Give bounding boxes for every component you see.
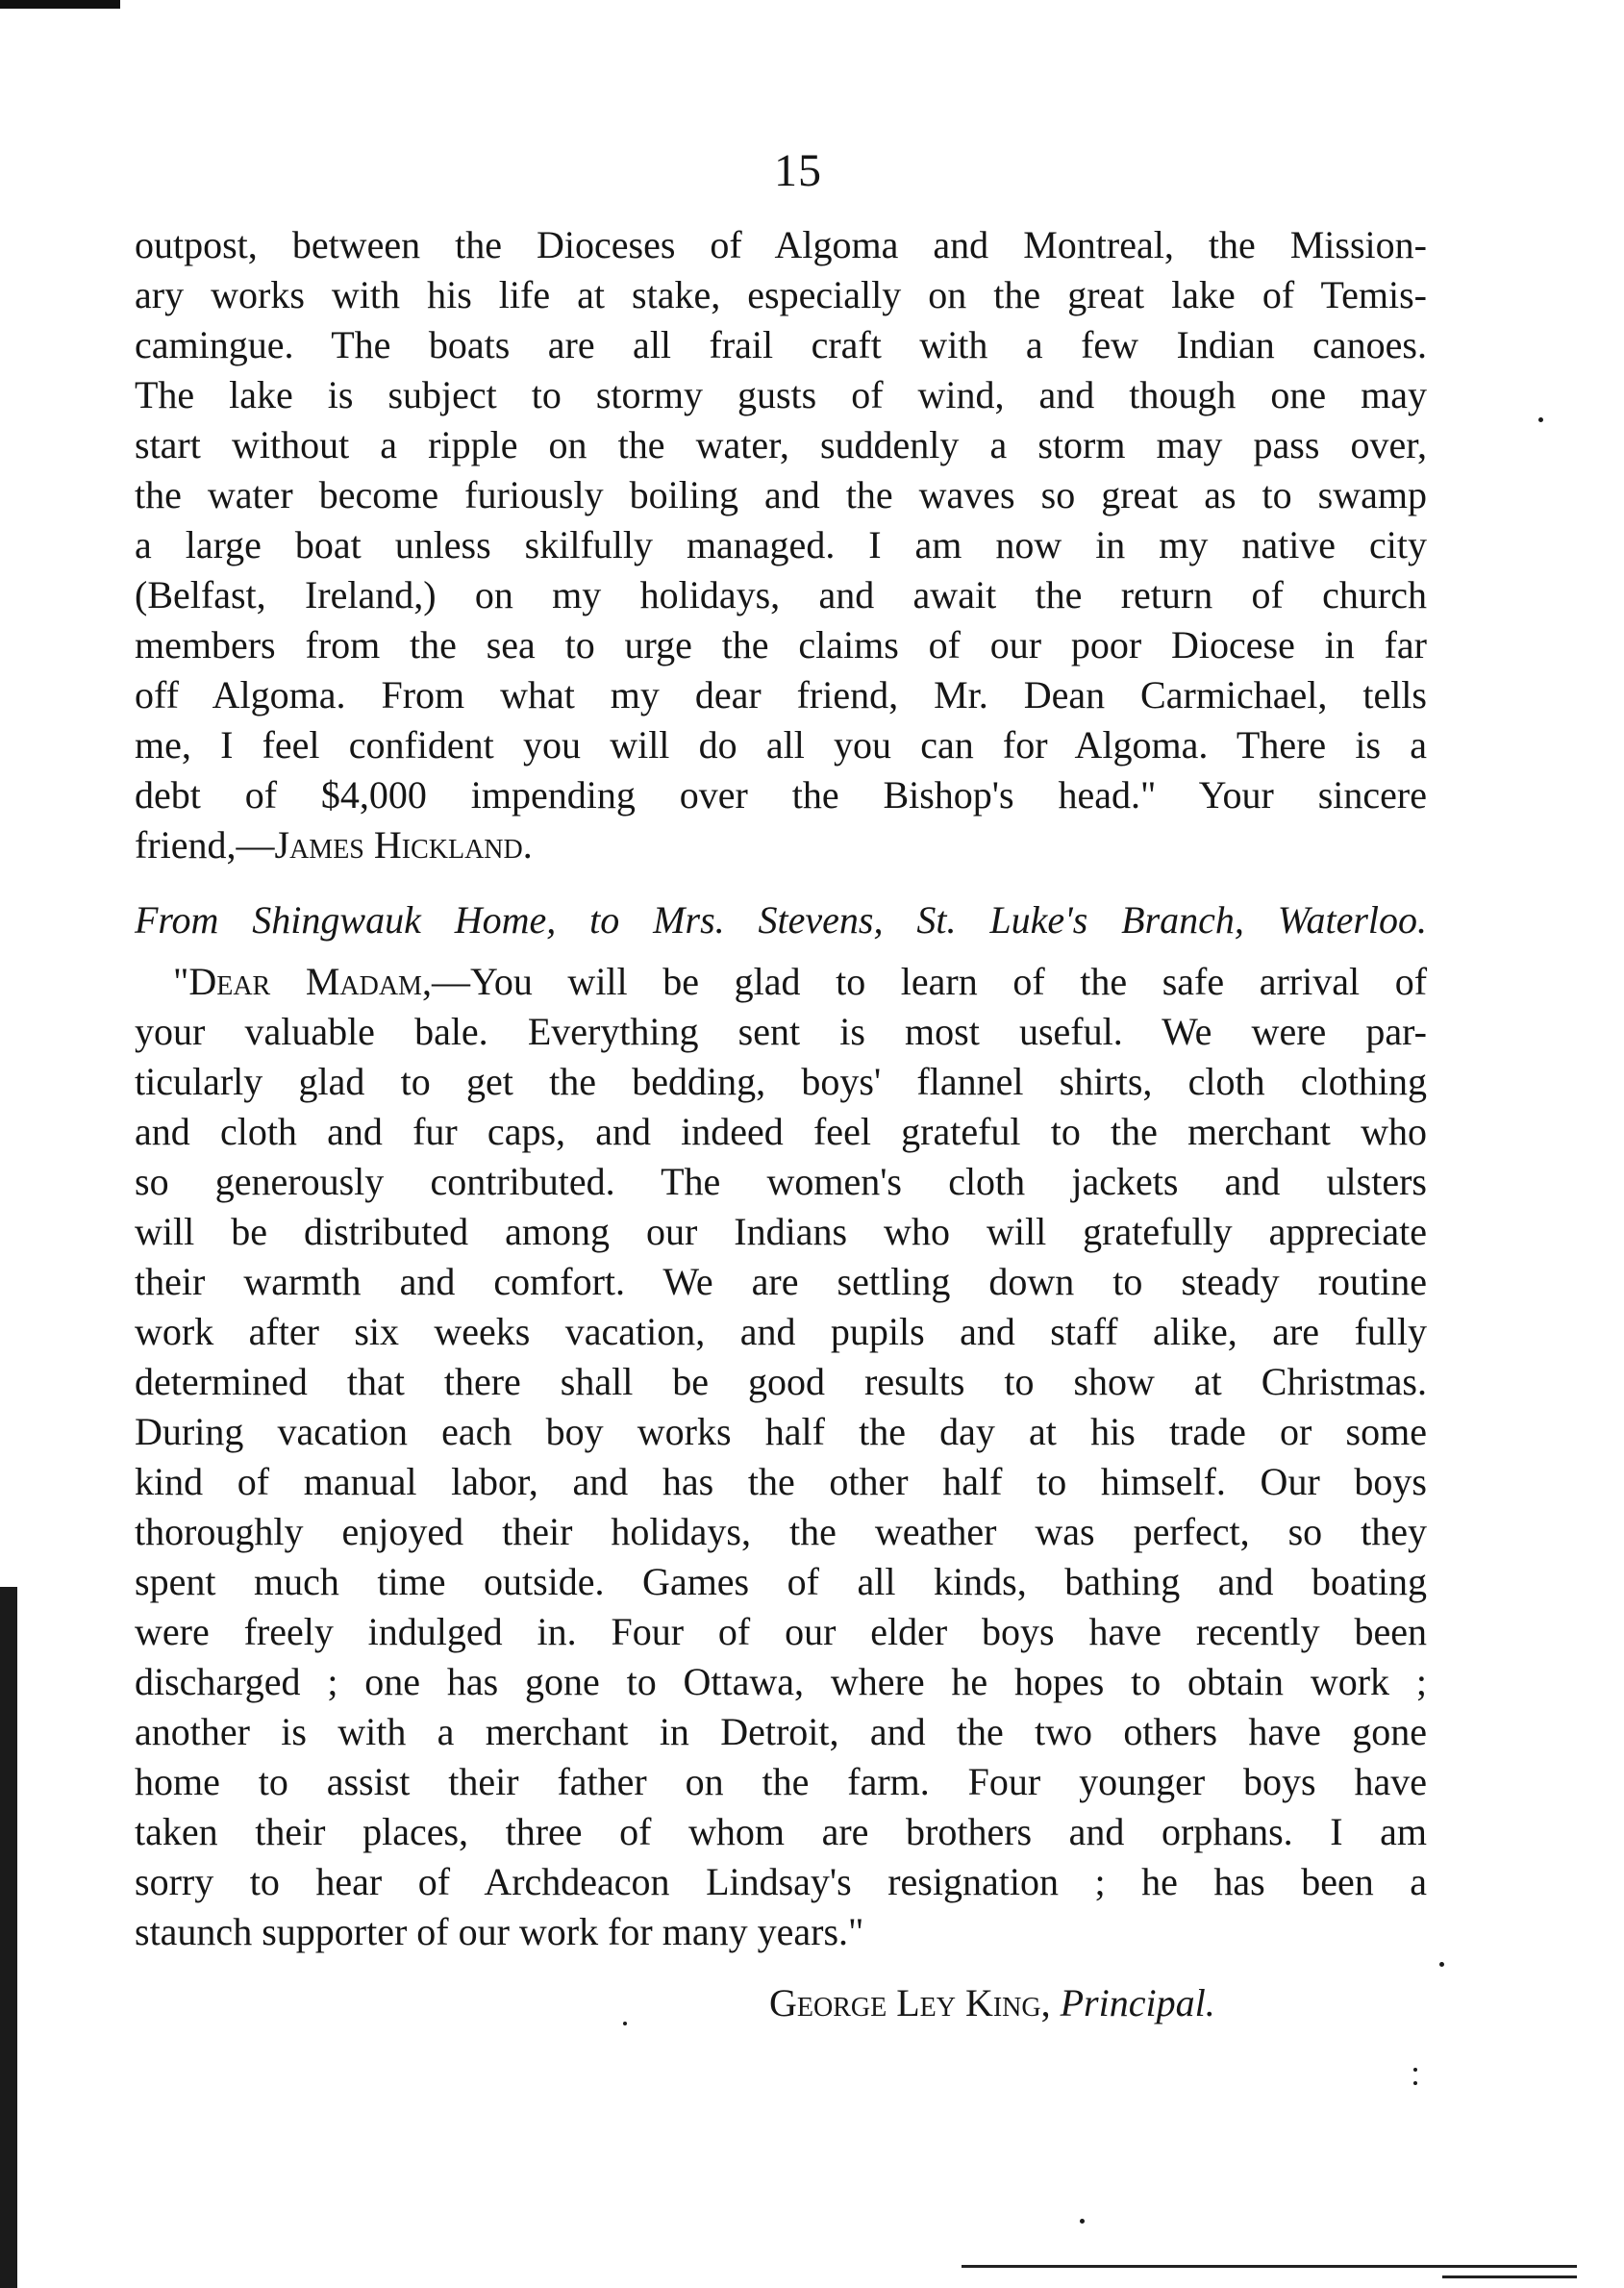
text-line: work after six weeks vacation, and pupils and staff alike, are fully [135,1310,1427,1353]
text-line-closing [135,821,1427,869]
letter-opening-line [173,958,1427,1006]
page-number: 15 [774,145,822,196]
text-line-closing: staunch supporter of our work for many years." [135,1910,864,1953]
text-line: (Belfast, Ireland,) on my holidays, and await the return of church [135,573,1427,616]
text-line: another is with a merchant in Detroit, and the two others have gone [135,1710,1427,1753]
text-line: discharged ; one has gone to Ottawa, where he hopes to obtain work ; [135,1660,1427,1703]
signature-name: George Ley King, [769,1981,1051,2024]
text-line: sorry to hear of Archdeacon Lindsay's resignation ; he has been a [135,1860,1427,1903]
text-line: were freely indulged in. Four of our elder boys have recently been [135,1610,1427,1653]
text-line: thoroughly enjoyed their holidays, the weather was perfect, so they [135,1510,1427,1553]
text-line: me, I feel confident you will do all you can for Algoma. There is a [135,723,1427,767]
scan-speck [623,2022,627,2025]
text-line: start without a ripple on the water, suddenly a storm may pass over, [135,423,1427,466]
text-line: ary works with his life at stake, especially on the great lake of Temis- [135,273,1427,316]
text-line: spent much time outside. Games of all kinds, bathing and boating [135,1560,1427,1603]
closing-prefix: friend,— [135,823,275,867]
scan-bottom-rule [962,2265,1577,2268]
scan-speck [1413,2081,1417,2085]
text-line: off Algoma. From what my dear friend, Mr. Dean Carmichael, tells [135,673,1427,717]
text-line: debt of $4,000 impending over the Bishop's head." Your sincere [135,773,1427,817]
scan-left-edge-shadow [0,1587,17,2288]
text-line: and cloth and fur caps, and indeed feel grateful to the merchant who [135,1110,1427,1153]
letter-signature [769,1979,1365,2027]
section-heading: From Shingwauk Home, to Mrs. Stevens, St. Luke's Branch, Waterloo. [135,898,1427,942]
signature-title: Principal. [1060,1981,1215,2024]
text-line: outpost, between the Dioceses of Algoma and Montreal, the Mission- [135,223,1427,266]
letter-author-name: James Hickland. [274,823,533,867]
opening-text: —You will be glad to learn of the safe arrival of [431,960,1428,1003]
scan-edge-mark [0,0,120,9]
text-line: The lake is subject to stormy gusts of wind, and though one may [135,373,1427,416]
scan-speck [1538,417,1543,422]
text-line: your valuable bale. Everything sent is most useful. We were par- [135,1010,1427,1053]
text-line: a large boat unless skilfully managed. I am now in my native city [135,523,1427,566]
letter-salutation: Dear Madam, [188,960,432,1003]
text-line: determined that there shall be good results to show at Christmas. [135,1360,1427,1403]
text-line: camingue. The boats are all frail craft with a few Indian canoes. [135,323,1427,366]
text-line: kind of manual labor, and has the other half to himself. Our boys [135,1460,1427,1503]
text-line: so generously contributed. The women's cloth jackets and ulsters [135,1160,1427,1203]
scan-speck [1439,1962,1444,1967]
text-line: the water become furiously boiling and the waves so great as to swamp [135,473,1427,516]
text-line: home to assist their father on the farm. Four younger boys have [135,1760,1427,1803]
scan-speck [1413,2068,1417,2072]
scan-bottom-rule [1442,2275,1577,2278]
text-line: their warmth and comfort. We are settling down to steady routine [135,1260,1427,1303]
text-line: will be distributed among our Indians who will gratefully appreciate [135,1210,1427,1253]
text-line: taken their places, three of whom are brothers and orphans. I am [135,1810,1427,1853]
opening-quote: " [173,960,189,1003]
text-line: ticularly glad to get the bedding, boys' flannel shirts, cloth clothing [135,1060,1427,1103]
text-line: members from the sea to urge the claims of our poor Diocese in far [135,623,1427,666]
scan-speck [1080,2219,1085,2224]
text-line: During vacation each boy works half the day at his trade or some [135,1410,1427,1453]
